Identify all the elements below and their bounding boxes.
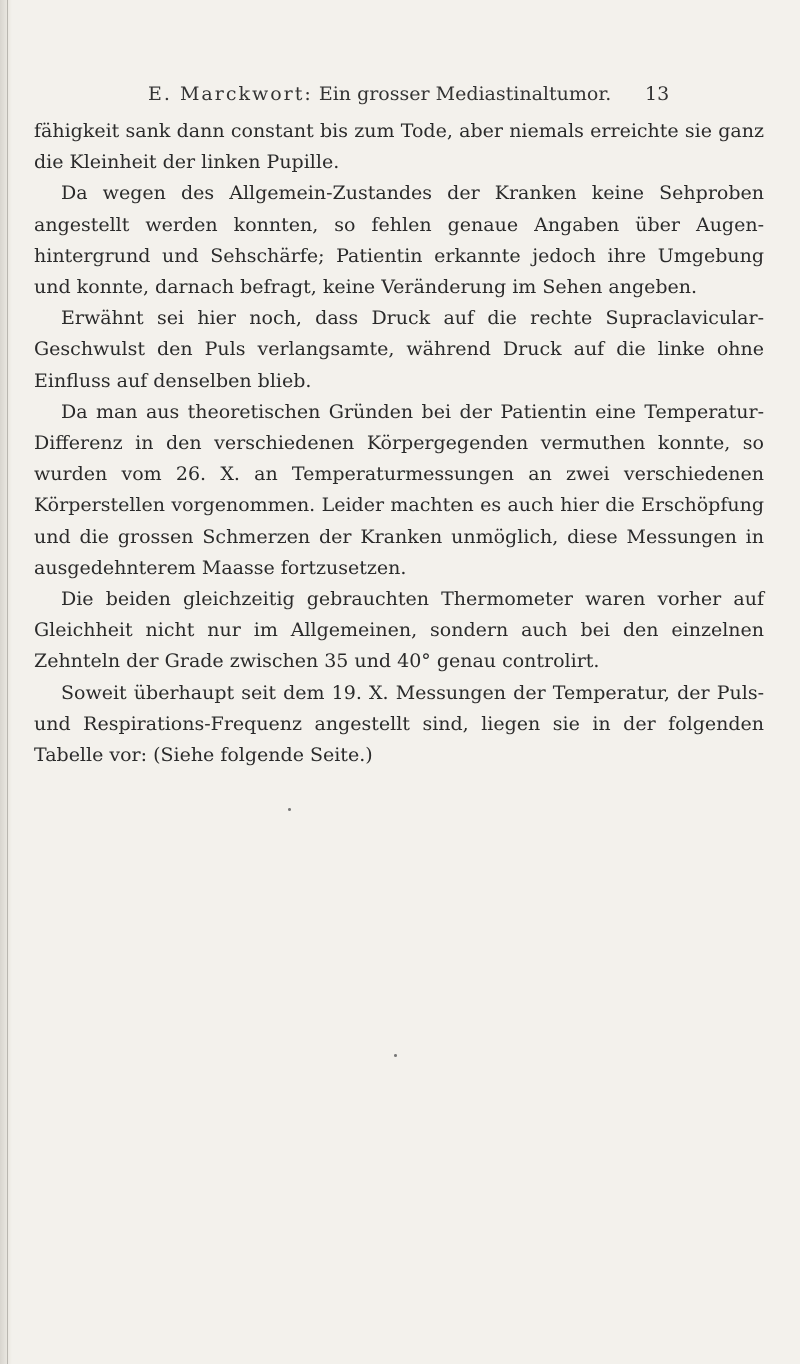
page-binding-edge	[0, 0, 12, 1364]
paragraph-6: Soweit überhaupt seit dem 19. X. Messungen der Temperatur, der Puls- und Respirations-Frequenz angestellt sind, liegen sie in der folgenden Tabelle vor: (Siehe folgende Seite.)	[34, 681, 764, 767]
paragraph-1: fähigkeit sank dann constant bis zum Tode, aber niemals erreichte sie ganz die Kleinheit der linken Pupille.	[34, 120, 764, 174]
page-number: 13	[645, 83, 670, 105]
paper-speck	[288, 808, 291, 811]
running-title-author: E. Marckwort:	[148, 83, 313, 105]
running-title-text: Ein grosser Mediastinaltumor.	[318, 83, 612, 105]
paragraph-4: Da man aus theoretischen Gründen bei der Patientin eine Temperatur-Differenz in den verschiedenen Körpergegenden vermuthen konnte, so wurden vom 26. X. an Temperaturmessungen an zwei verschiedenen Körperstellen vorgenommen. Leider machten es auch hier die Erschöpfung und die grossen Schmerzen der Kranken unmöglich, diese Messungen in ausgedehnterem Maasse fortzusetzen.	[34, 400, 764, 579]
body-text	[34, 116, 764, 771]
paragraph-2: Da wegen des Allgemein-Zustandes der Kranken keine Sehproben angestellt werden konnten, so fehlen genaue Angaben über Augen- hintergrund und Sehschärfe; Patientin erkannte jedoch ihre Umgebung und konnte, darnach befragt, keine Veränderung im Sehen angeben.	[34, 182, 764, 299]
paragraph-3: Erwähnt sei hier noch, dass Druck auf die rechte Supraclavicular- Geschwulst den Puls verlangsamte, während Druck auf die linke ohne Einfluss auf denselben blieb.	[34, 307, 764, 392]
paragraph-5: Die beiden gleichzeitig gebrauchten Thermometer waren vorher auf Gleichheit nicht nur im Allgemeinen, sondern auch bei den einzelnen Zehnteln der Grade zwischen 35 und 40° genau controlirt.	[34, 588, 764, 673]
paper-speck	[394, 1054, 397, 1057]
page-header	[0, 79, 800, 109]
running-title	[148, 79, 611, 109]
page-binding-line	[7, 0, 8, 1364]
